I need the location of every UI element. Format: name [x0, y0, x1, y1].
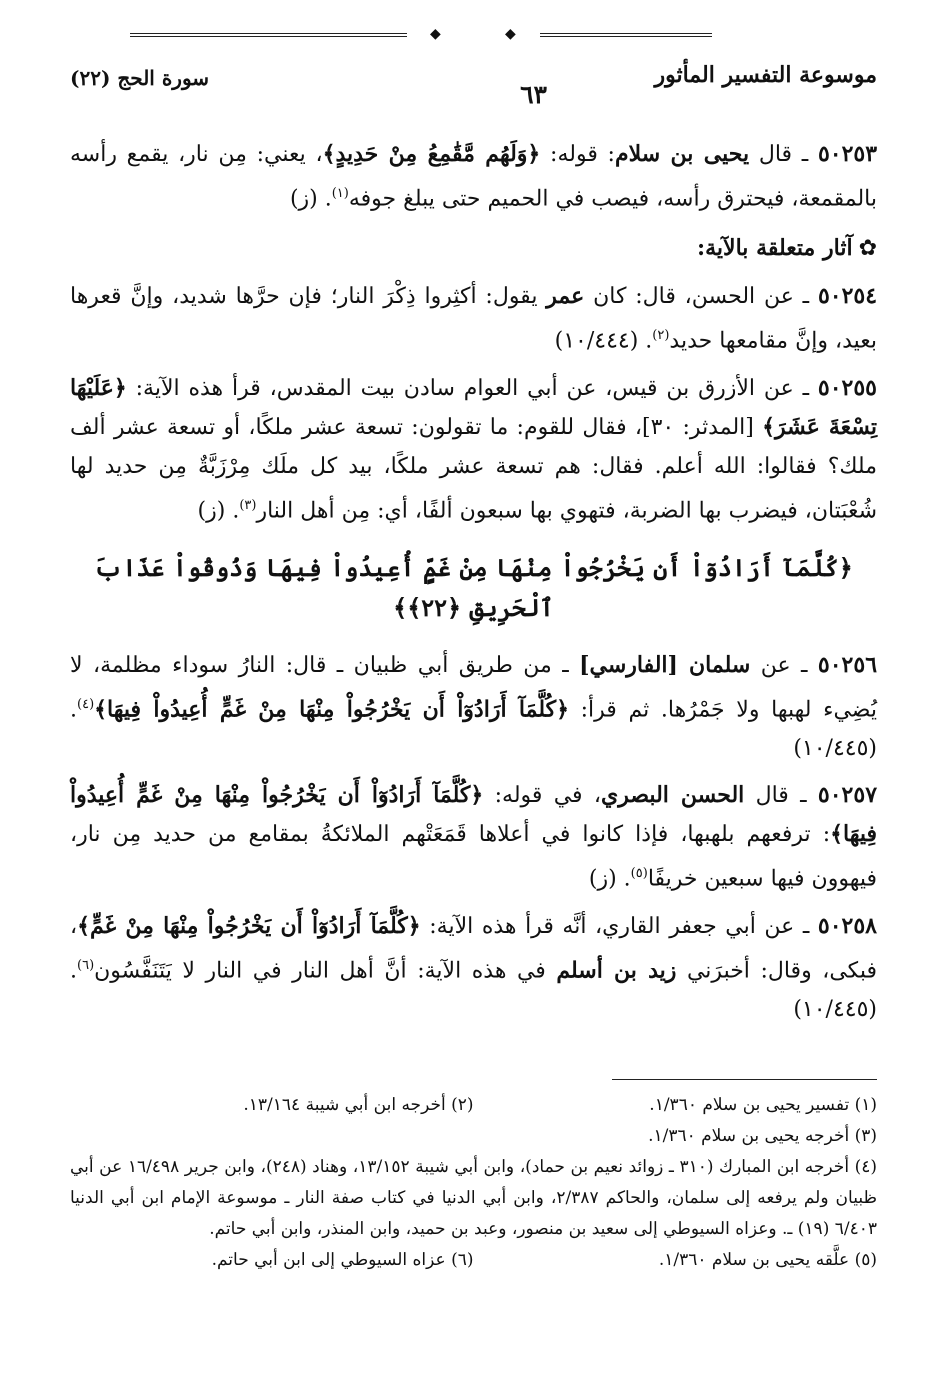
reference: . (ز): [588, 866, 631, 892]
footnote-1: (١) تفسير يحيى بن سلام ١/٣٦٠.: [649, 1095, 877, 1115]
footnote-5: (٥) علَّقه يحيى بن سلام ١/٣٦٠.: [658, 1250, 877, 1270]
quran-verse-heading: ﴿كُلَّمَآ أَرَادُوٓاْ أَن يَخْرُجُواْ مِنْهَا مِنْ غَمٍّ أُعِيدُواْ فِيهَا وَذُوقُواْ عَذَابَ ٱلْحَرِيقِ ﴿٢٢﴾﴾: [94, 552, 853, 622]
footnote-2: (٢) أخرجه ابن أبي شيبة ١٣/١٦٤.: [243, 1095, 474, 1115]
paragraph-50253: [70, 135, 877, 218]
narrator-name: يحيى بن سلام: [614, 141, 750, 167]
page-number: ٦٣: [520, 80, 547, 109]
section-subheading: [70, 230, 877, 267]
footnote-ref: (٦): [77, 957, 95, 973]
footnote-6: (٦) عزاه السيوطي إلى ابن أبي حاتم.: [211, 1250, 474, 1270]
paragraph-50255: [70, 369, 877, 530]
footnote-4: (٤) أخرجه ابن المبارك (٣١٠ ـ زوائد نعيم بن حماد)، وابن أبي شيبة ١٣/١٥٢، وهناد (٢٤٨)، وابن جرير ١٦/٤٩٨ عن أبي ظبيان ولم يرفعه إلى سلمان، والحاكم ٢/٣٨٧، وابن أبي الدنيا في كتاب صفة النار ـ موسوعة الإمام ابن أبي الدنيا ٦/٤٠٣ (١٩) ـ. وعزاه السيوطي إلى سعيد بن منصور، وعبد بن حميد، وابن المنذر، وابن أبي حاتم.: [70, 1157, 878, 1239]
flower-icon: ✿: [858, 236, 877, 262]
reference: . (١٠/٤٤٤): [554, 328, 653, 354]
footnote-ref: (٣): [239, 497, 257, 513]
narration-number: ٥٠٢٥٥: [817, 374, 877, 401]
paragraph-50257: [70, 776, 877, 898]
text: ـ عن الحسن، قال: كان: [593, 284, 810, 310]
paragraph-50254: [70, 277, 877, 360]
text: ، يعني: مِن نار، يقمع رأسه بالمقمعة، فيحترق رأسه، فيصب في الحميم حتى يبلغ جوفه: [70, 142, 877, 212]
quran-quote: ﴿كُلَّمَآ أَرَادُوٓاْ أَن يَخْرُجُواْ مِنْهَا مِنْ غَمٍّ أُعِيدُواْ فِيهَا﴾: [70, 782, 877, 848]
narrator-name: سلمان [الفارسي]: [579, 651, 751, 678]
text: [المدثر: ٣٠]، فقال للقوم: ما تقولون: تسعة عشر ملكًا، أو تسعة عشر ألف ملك؟ فقالوا: الله أعلم. فقال: هم تسعة عشر ملكًا، بيد كل ملَك مِرْزَبَّةٌ مِن حديد لها شُعْبَتان، فيضرب بها الضربة، فتهوي بها سبعون ألفًا، أي: مِن أهل النار: [70, 414, 877, 523]
narrator-name: زيد بن أسلم: [556, 956, 677, 983]
text: ـ عن: [760, 652, 808, 678]
narrator-name: الحسن البصري: [601, 782, 745, 809]
text: : ترفعهم بلهبها، فإذا كانوا في أعلاها قَمَعَتْهم الملائكةُ بمقامع من حديد مِن نار، فيهوون فيها سبعين خريفًا: [70, 822, 877, 892]
footnote-row: [70, 1090, 877, 1121]
narration-number: ٥٠٢٥٤: [817, 283, 878, 310]
reference: . (ز): [289, 186, 332, 212]
narrator-name: عمر: [546, 283, 585, 310]
reference: . (١٠/٤٤٥): [70, 957, 877, 1022]
footnote-separator: [612, 1079, 877, 1080]
header-rule-left: [130, 33, 407, 37]
text: ، فبكى، وقال: أخبرَني: [70, 913, 877, 983]
footnote-ref: (٢): [652, 328, 670, 344]
narration-number: ٥٠٢٥٨: [817, 912, 877, 939]
subheading-text: آثار متعلقة بالآية:: [697, 235, 853, 262]
header-ornament-icon: ◆: [505, 26, 516, 42]
text: ـ قال: [755, 783, 807, 809]
text: : قوله:: [550, 142, 615, 167]
paragraph-50256: [70, 646, 877, 768]
main-text: [70, 135, 877, 1037]
text: ، في قوله:: [494, 783, 601, 809]
quran-quote: ﴿عَلَيْهَا تِسْعَةَ عَشَرَ﴾: [70, 374, 877, 440]
quran-quote: ﴿وَلَهُم مَّقَٰمِعُ مِنْ حَدِيدٍ﴾: [322, 141, 541, 167]
reference: . (ز): [197, 497, 240, 523]
footnote-row: [70, 1245, 877, 1276]
surah-name: سورة الحج (٢٢): [70, 66, 210, 90]
narration-number: ٥٠٢٥٦: [817, 651, 878, 678]
header-rule-right: [540, 33, 712, 37]
footnote-ref: (١): [331, 186, 349, 201]
text: ـ عن أبي جعفر القاري، أنَّه قرأ هذه الآية:: [429, 913, 810, 939]
text: ـ عن الأزرق بن قيس، عن أبي العوام سادن بيت المقدس، قرأ هذه الآية:: [135, 375, 810, 401]
footnote-ref: (٤): [77, 696, 95, 712]
page-header: [70, 62, 877, 109]
text: في هذه الآية: أنَّ أهل النار في النار لا يَتَنَفَّسُون: [94, 957, 546, 983]
paragraph-50258: [70, 907, 877, 1029]
header-ornament-icon: ◆: [430, 26, 441, 42]
reference: . (١٠/٤٤٥): [70, 697, 877, 762]
text: يقول: أكثِروا ذِكْرَ النار؛ فإن حرَّها شديد، وإنَّ قعرها بعيد، وإنَّ مقامعها حديد: [70, 284, 877, 354]
text: ـ من طريق أبي ظبيان ـ قال: النارُ سوداء مظلمة، لا يُضِيء لهبها ولا جَمْرُها. ثم قرأ:: [70, 652, 878, 723]
text: ـ قال: [758, 142, 809, 167]
quran-quote: ﴿كُلَّمَآ أَرَادُوٓاْ أَن يَخْرُجُواْ مِنْهَا مِنْ غَمٍّ أُعِيدُواْ فِيهَا﴾: [94, 696, 569, 723]
footnote-3: (٣) أخرجه يحيى بن سلام ١/٣٦٠.: [648, 1126, 877, 1146]
narration-number: ٥٠٢٥٧: [817, 782, 878, 809]
narration-number: ٥٠٢٥٣: [817, 141, 878, 167]
quran-quote: ﴿كُلَّمَآ أَرَادُوٓاْ أَن يَخْرُجُواْ مِنْهَا مِنْ غَمٍّ﴾: [77, 912, 421, 939]
footnote-ref: (٥): [630, 866, 648, 882]
footnotes: [70, 1090, 877, 1276]
book-title: موسوعة التفسير المأثور: [654, 62, 877, 88]
